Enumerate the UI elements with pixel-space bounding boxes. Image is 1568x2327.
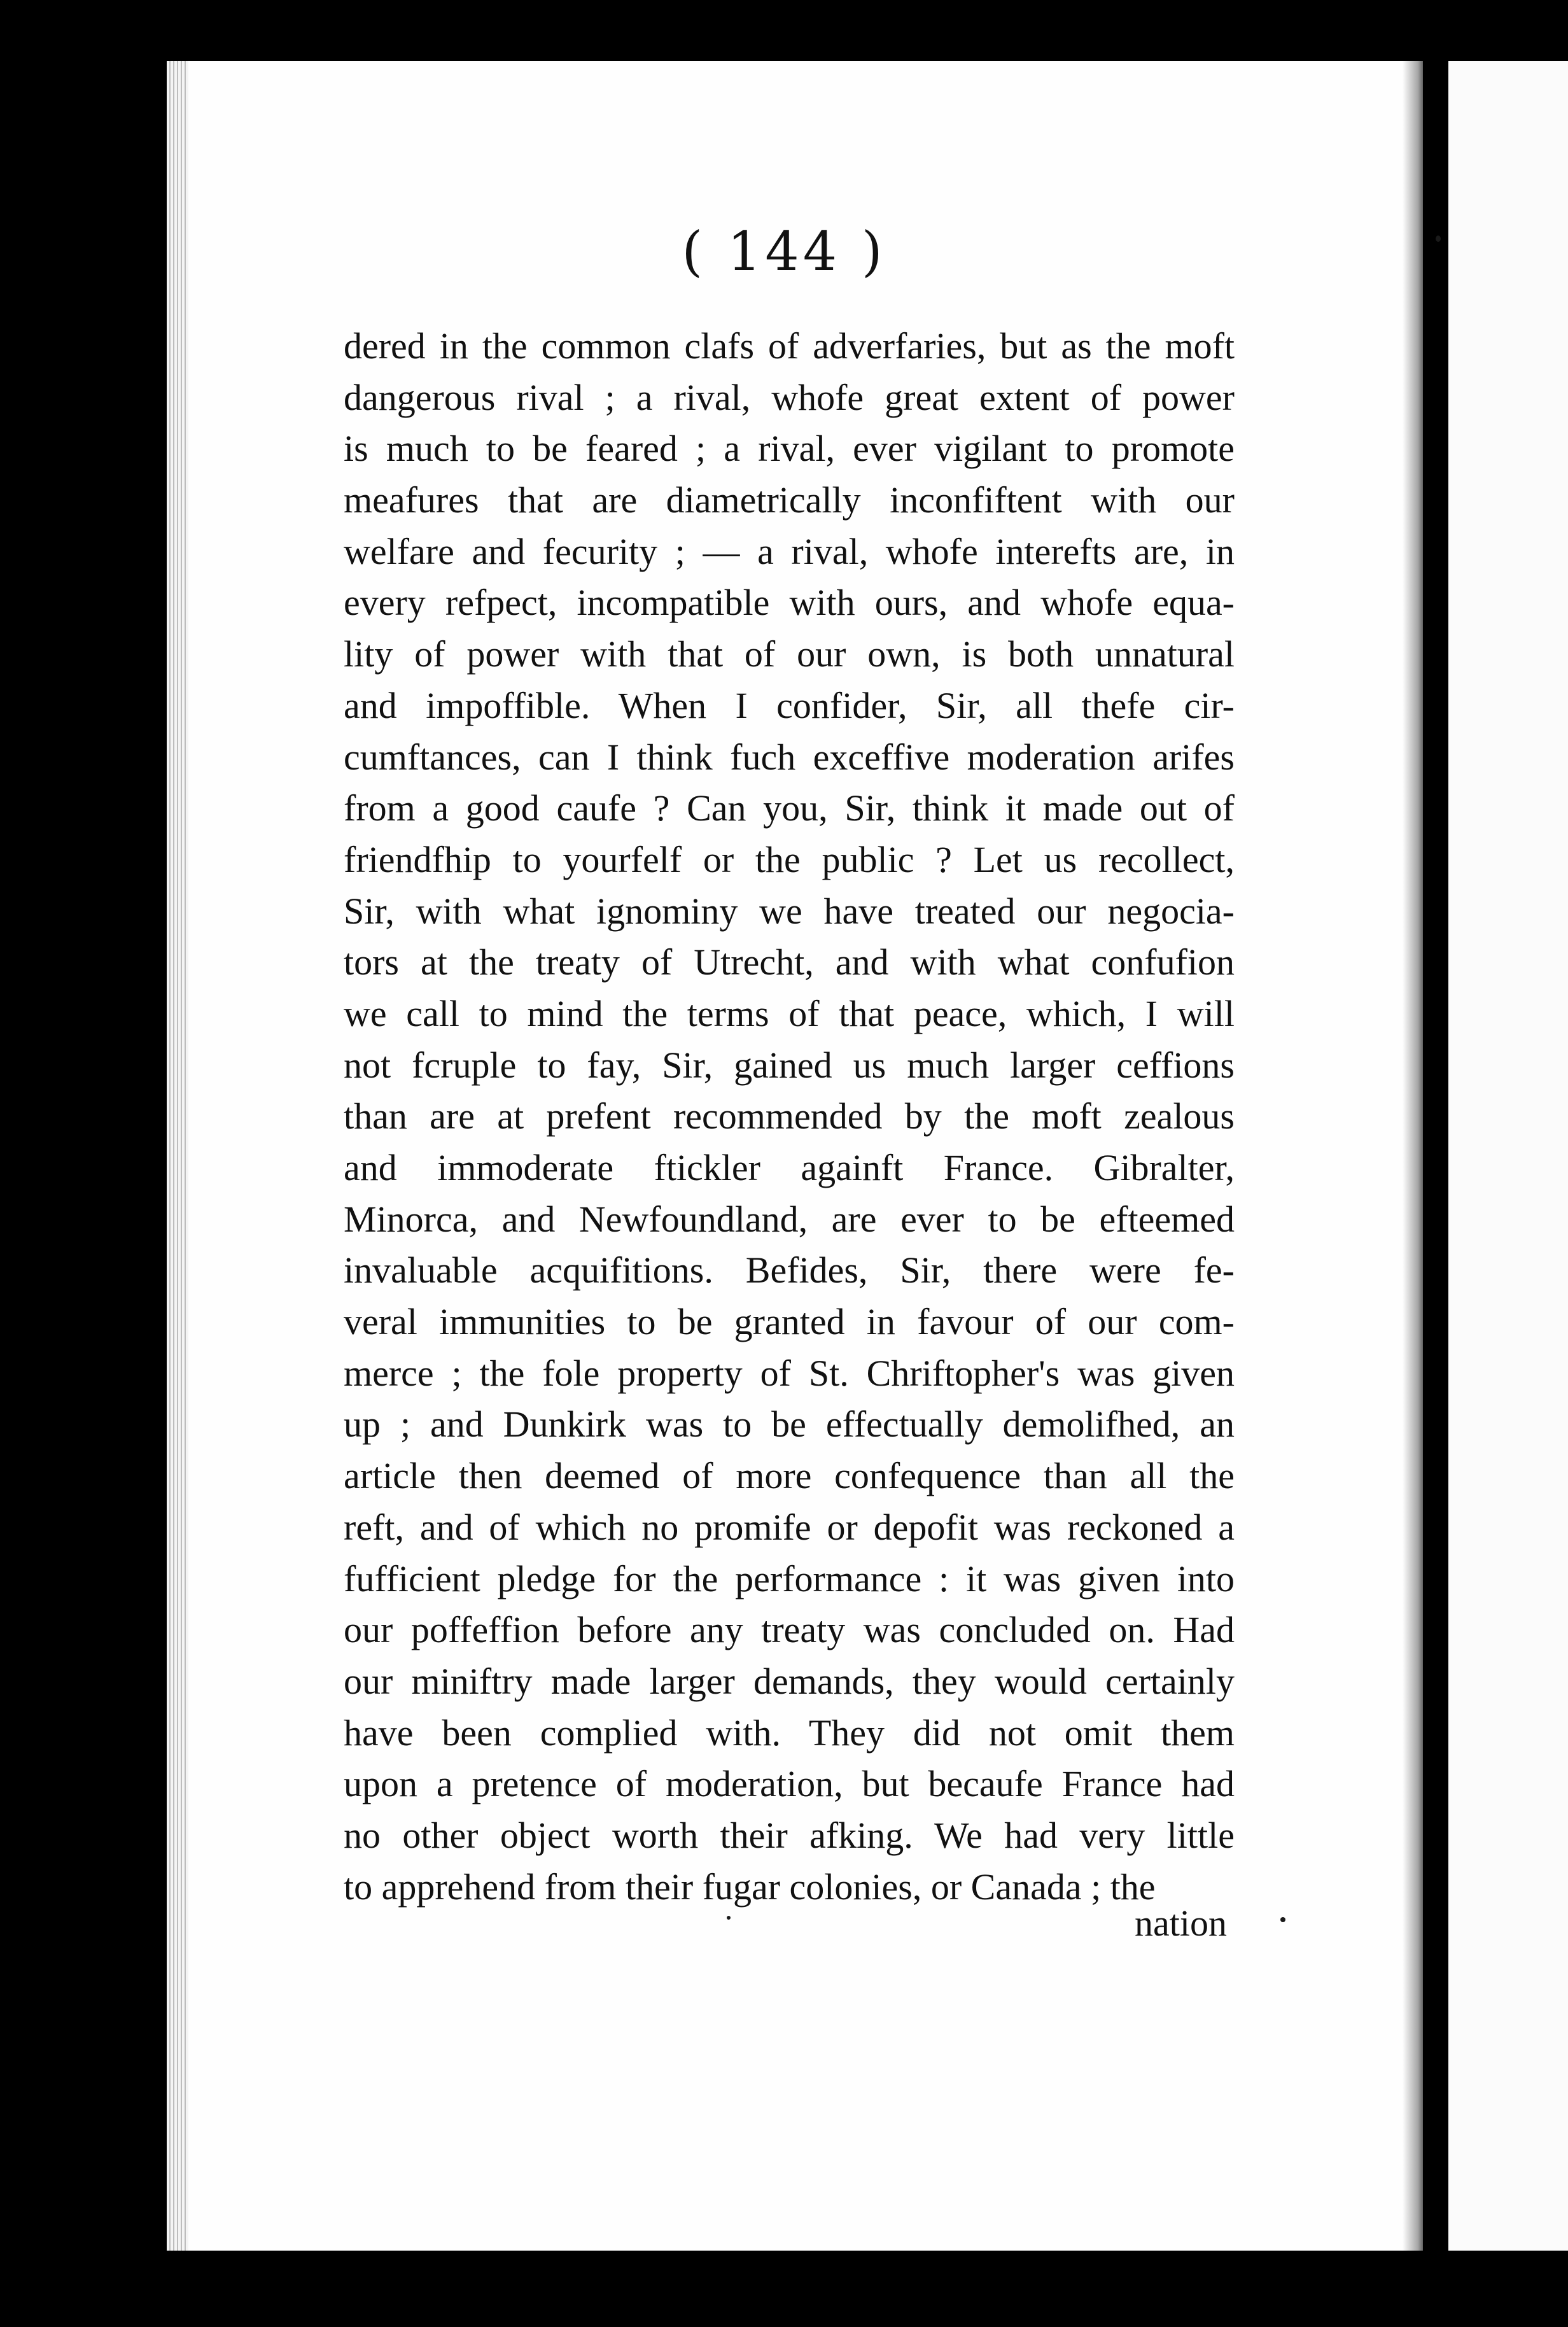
- text-line: up ; and Dunkirk was to be effectually demolifhed, an: [344, 1403, 1235, 1445]
- text-line: meafures that are diametrically inconfiftent with our: [344, 479, 1235, 521]
- text-line: Minorca, and Newfoundland, are ever to be efteemed: [344, 1198, 1235, 1240]
- body-text: [344, 321, 1235, 1913]
- text-line: from a good caufe ? Can you, Sir, think it made out of: [344, 787, 1235, 829]
- page-number: ( 144 ): [682, 220, 886, 283]
- text-line: reft, and of which no promife or depofit was reckoned a: [344, 1506, 1235, 1548]
- text-line: dangerous rival ; a rival, whofe great extent of power: [344, 376, 1235, 418]
- facing-page-edge: [1448, 61, 1568, 2251]
- text-line: dered in the common clafs of adverfaries, but as the moft: [344, 325, 1235, 367]
- text-line: and impoffible. When I confider, Sir, all thefe cir-: [344, 684, 1235, 726]
- scan-speck: [727, 1916, 731, 1920]
- text-line: every refpect, incompatible with ours, and whofe equa-: [344, 582, 1235, 624]
- text-line: friendfhip to yourfelf or the public ? Let us recollect,: [344, 838, 1235, 880]
- text-line: veral immunities to be granted in favour of our com-: [344, 1301, 1235, 1343]
- text-line: upon a pretence of moderation, but becaufe France had: [344, 1763, 1235, 1805]
- text-line: Sir, with what ignominy we have treated our negocia-: [344, 890, 1235, 932]
- text-line: not fcruple to fay, Sir, gained us much larger ceffions: [344, 1044, 1235, 1086]
- text-line: welfare and fecurity ; — a rival, whofe interefts are, in: [344, 530, 1235, 572]
- scan-speck: [1280, 1917, 1285, 1922]
- text-line: merce ; the fole property of St. Chriftopher's was given: [344, 1352, 1235, 1394]
- text-line: article then deemed of more confequence than all the: [344, 1455, 1235, 1497]
- text-line: and immoderate ftickler againft France. Gibralter,: [344, 1147, 1235, 1188]
- text-line: cumftances, can I think fuch exceffive moderation arifes: [344, 736, 1235, 778]
- text-line: is much to be feared ; a rival, ever vigilant to promote: [344, 428, 1235, 470]
- text-line: our miniftry made larger demands, they would certainly: [344, 1660, 1235, 1702]
- text-line: we call to mind the terms of that peace, which, I will: [344, 992, 1235, 1034]
- gutter-shadow: [1403, 61, 1431, 2251]
- text-line: no other object worth their afking. We had very little: [344, 1814, 1235, 1856]
- text-line: than are at prefent recommended by the moft zealous: [344, 1095, 1235, 1137]
- text-line: invaluable acquifitions. Befides, Sir, there were fe-: [344, 1249, 1235, 1291]
- text-line: tors at the treaty of Utrecht, and with what confufion: [344, 941, 1235, 983]
- catchword: nation: [1135, 1902, 1227, 1944]
- text-line: have been complied with. They did not omit them: [344, 1712, 1235, 1754]
- text-line: our poffeffion before any treaty was concluded on. Had: [344, 1609, 1235, 1651]
- text-line: lity of power with that of our own, is both unnatural: [344, 633, 1235, 675]
- text-line: to apprehend from their fugar colonies, or Canada ; the: [344, 1866, 1156, 1908]
- text-line: fufficient pledge for the performance : it was given into: [344, 1557, 1235, 1599]
